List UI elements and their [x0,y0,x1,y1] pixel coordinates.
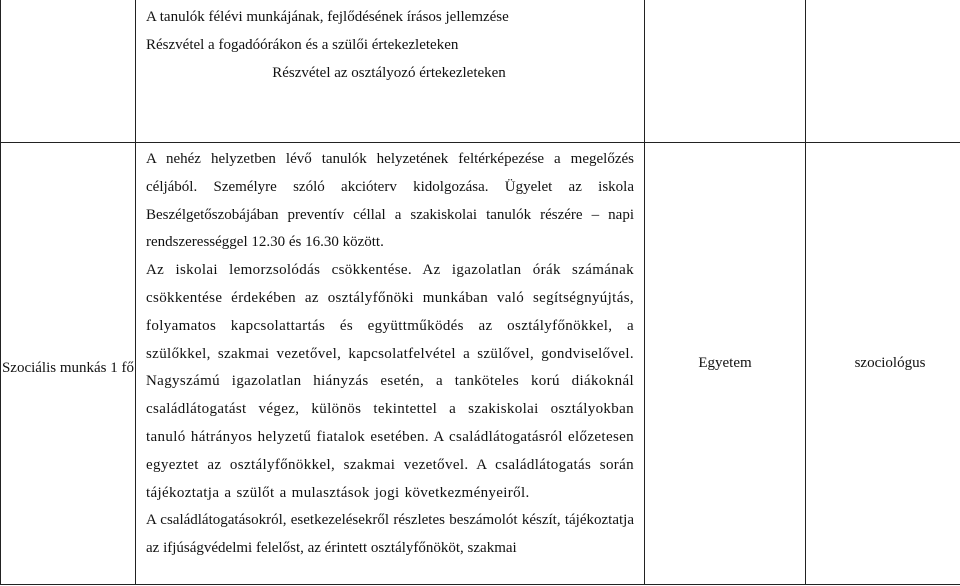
empty-cell [806,0,960,143]
table-row [1,0,960,143]
qualification-cell [806,143,960,585]
duties-cell [136,143,645,585]
table-row [1,143,960,585]
duty-line: Részvétel az osztályozó értekezleteken [272,65,506,81]
duty-line: Részvétel a fogadóórákon és a szülői értekezleteken [146,37,459,53]
duty-paragraph: A családlátogatásokról, esetkezelésekről részletes beszámolót készít, tájékoztatja az ifjúságvédelmi felelőst, az érintett osztályfőnököt, szakmai [146,512,634,557]
qualification-value: szociológus [854,355,926,371]
education-value: Egyetem [698,355,752,371]
role-cell [1,143,136,585]
role-label: Szociális munkás 1 fő [1,360,135,376]
empty-cell [645,0,806,143]
duties-cell [136,0,645,143]
empty-cell [1,0,136,143]
education-cell [645,143,806,585]
duty-line: A tanulók félévi munkájának, fejlődésének írásos jellemzése [146,9,509,25]
duty-paragraph: Az iskolai lemorzsolódás csökkentése. Az igazolatlan órák számának csökkentése érdekében az osztályfőnöki munkában való segítségnyújtás, folyamatos kapcsolattartás és együttműködés az osztályfőnökkel, a szülőkkel, szakmai vezetővel, kapcsolatfelvétel a szülővel, gondviselővel. Nagyszámú igazolatlan hiányzás esetén, a tanköteles korú diákoknál családlátogatást végez, különös tekintettel a szakiskolai osztályokban tanuló hátrányos helyzetű fiatalok esetében. A családlátogatásról előzetesen egyeztet az osztályfőnökkel, szakmai vezetővel. A családlátogatás során tájékoztatja a szülőt a mulasztások jogi következményeiről. [146,262,634,501]
duty-paragraph: A nehéz helyzetben lévő tanulók helyzetének feltérképezése a megelőzés céljából. Személyre szóló akcióterv kidolgozása. Ügyelet az iskola Beszélgetőszobájában preventív céllal a szakiskolai tanulók részére – napi rendszerességgel 12.30 és 16.30 között. [146,151,634,251]
